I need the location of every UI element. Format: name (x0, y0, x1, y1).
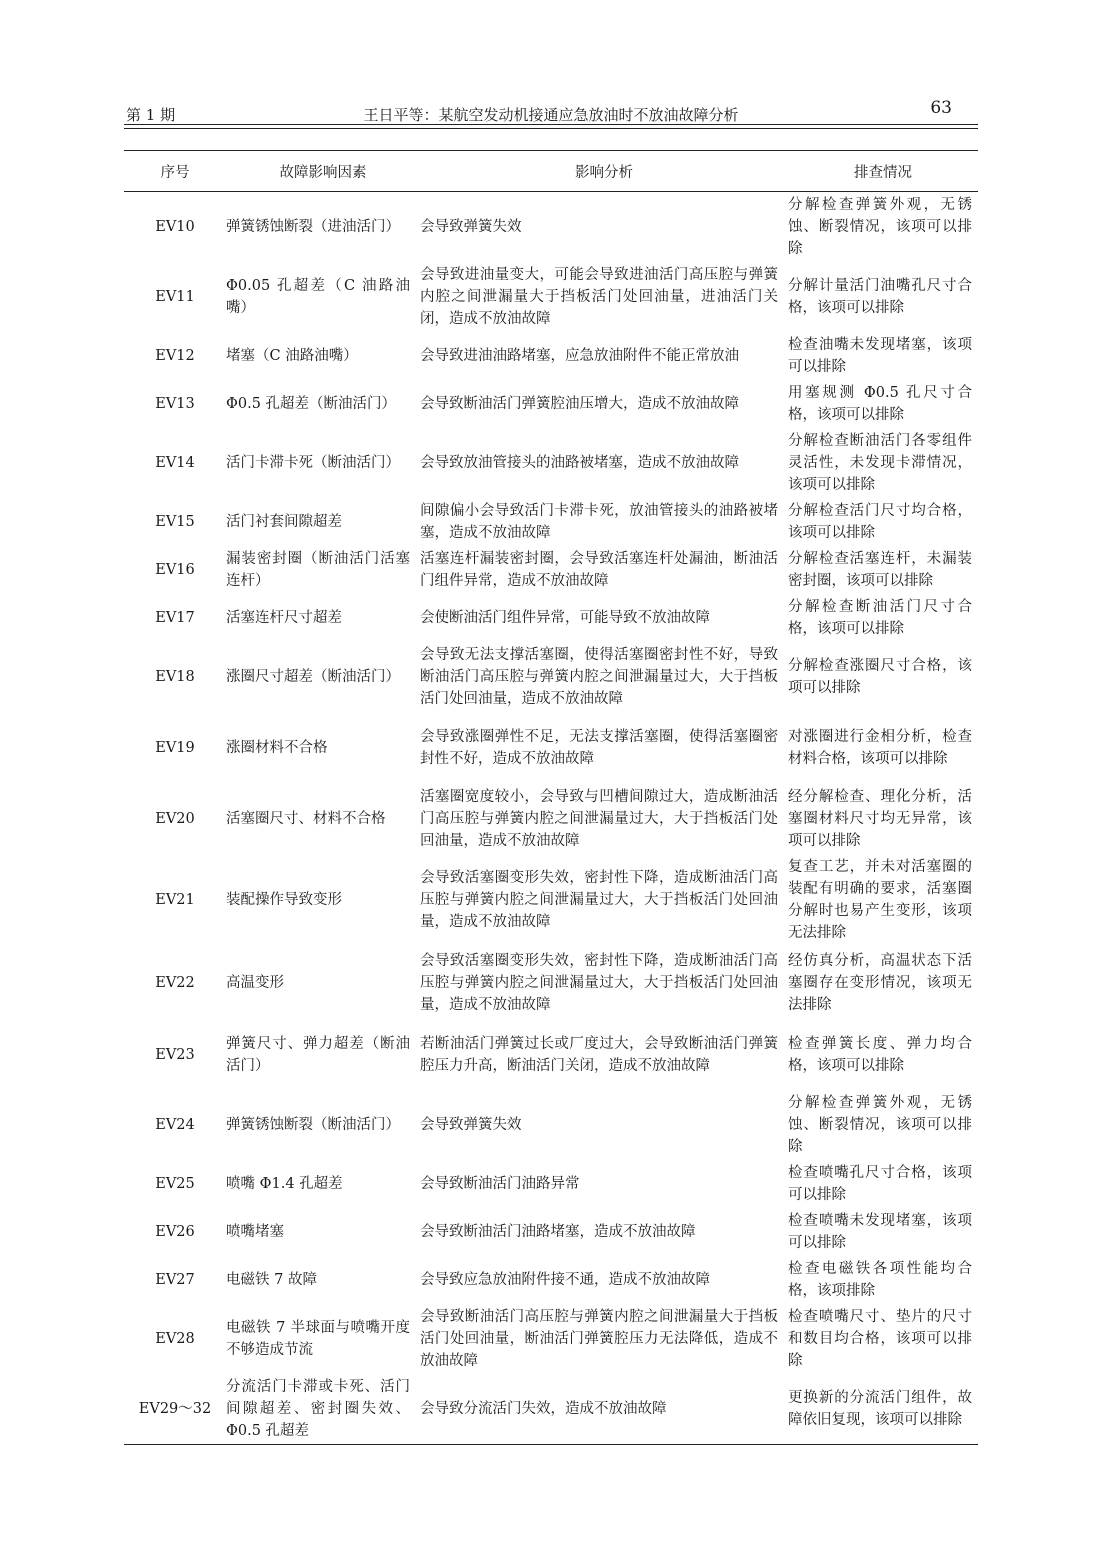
row-id: EV14 (155, 455, 195, 471)
table-row (124, 192, 978, 263)
impact-analysis: 会导致活塞圈变形失效，密封性下降，造成断油活门高压腔与弹簧内腔之间泄漏量过大，大于挡板活门处回油量，造成不放油故障 (420, 953, 778, 1013)
fault-factor: 电磁铁 7 故障 (226, 1272, 317, 1288)
inspection-result: 分解检查弹簧外观，无锈蚀、断裂情况，该项可以排除 (788, 197, 972, 257)
table-row (124, 1208, 978, 1256)
impact-analysis: 会导致无法支撑活塞圈，使得活塞圈密封性不好，导致断油活门高压腔与弹簧内腔之间泄漏量过大，大于挡板活门处回油量，造成不放油故障 (420, 647, 778, 707)
table-row (124, 1256, 978, 1304)
impact-analysis: 会导致活塞圈变形失效，密封性下降，造成断油活门高压腔与弹簧内腔之间泄漏量过大，大于挡板活门处回油量，造成不放油故障 (420, 870, 778, 930)
table-row (124, 712, 978, 784)
inspection-result: 检查油嘴未发现堵塞，该项可以排除 (788, 337, 972, 375)
fault-factor: 电磁铁 7 半球面与喷嘴开度不够造成节流 (226, 1320, 410, 1358)
impact-analysis: 会导致放油管接头的油路被堵塞，造成不放油故障 (420, 455, 739, 471)
inspection-result: 经分解检查、理化分析，活塞圈材料尺寸均无异常，该项可以排除 (788, 789, 972, 849)
inspection-result: 检查喷嘴孔尺寸合格，该项可以排除 (788, 1165, 972, 1203)
row-id: EV12 (155, 348, 195, 364)
impact-analysis: 间隙偏小会导致活门卡滞卡死，放油管接头的油路被堵塞，造成不放油故障 (420, 503, 778, 541)
inspection-result: 分解检查断油活门各零组件灵活性，未发现卡滞情况，该项可以排除 (788, 433, 972, 493)
table-header-row (124, 151, 978, 192)
row-id: EV24 (155, 1117, 195, 1133)
fault-factor: 喷嘴堵塞 (226, 1224, 284, 1240)
col-header-check: 排查情况 (854, 164, 912, 181)
inspection-result: 分解检查活门尺寸均合格，该项可以排除 (788, 503, 972, 541)
issue-label: 第 1 期 (126, 106, 176, 124)
table-row (124, 1090, 978, 1160)
table-row (124, 1304, 978, 1374)
table-row (124, 380, 978, 428)
fault-factor: 弹簧锈蚀断裂（进油活门） (226, 219, 400, 235)
table-row (124, 498, 978, 546)
row-id: EV20 (155, 811, 195, 827)
inspection-result: 分解检查断油活门尺寸合格，该项可以排除 (788, 599, 972, 637)
fault-factor: 弹簧锈蚀断裂（断油活门） (226, 1117, 400, 1133)
row-id: EV16 (155, 562, 195, 578)
table-row (124, 428, 978, 498)
table-row (124, 854, 978, 946)
page-number: 63 (930, 98, 952, 118)
row-id: EV17 (155, 610, 195, 626)
impact-analysis: 会导致断油活门油路异常 (420, 1176, 580, 1192)
fault-factor: Φ0.05 孔超差（C 油路油嘴） (226, 278, 410, 316)
row-id: EV25 (155, 1176, 195, 1192)
fault-factor: 漏装密封圈（断油活门活塞连杆） (226, 551, 410, 589)
row-id: EV29～32 (138, 1401, 212, 1417)
fault-factor: 涨圈尺寸超差（断油活门） (226, 669, 400, 685)
inspection-result: 复查工艺，并未对活塞圈的装配有明确的要求，活塞圈分解时也易产生变形，该项无法排除 (788, 859, 972, 941)
table-row (124, 332, 978, 380)
col-header-analysis: 影响分析 (575, 164, 633, 181)
row-id: EV11 (155, 289, 195, 305)
row-id: EV10 (155, 219, 195, 235)
inspection-result: 分解检查活塞连杆，未漏装密封圈，该项可以排除 (788, 551, 972, 589)
table-row (124, 946, 978, 1020)
running-header (124, 96, 978, 124)
fault-factor: 弹簧尺寸、弹力超差（断油活门） (226, 1036, 410, 1074)
row-id: EV23 (155, 1047, 195, 1063)
table-body (124, 192, 978, 1445)
row-id: EV28 (155, 1331, 195, 1347)
impact-analysis: 会导致断油活门弹簧腔油压增大，造成不放油故障 (420, 396, 739, 412)
impact-analysis: 会导致断油活门油路堵塞，造成不放油故障 (420, 1224, 696, 1240)
row-id: EV15 (155, 514, 195, 530)
inspection-result: 对涨圈进行金相分析，检查材料合格，该项可以排除 (788, 729, 972, 767)
impact-analysis: 会导致弹簧失效 (420, 219, 522, 235)
impact-analysis: 会导致应急放油附件接不通，造成不放油故障 (420, 1272, 710, 1288)
inspection-result: 分解检查弹簧外观，无锈蚀、断裂情况，该项可以排除 (788, 1095, 972, 1155)
inspection-result: 经仿真分析，高温状态下活塞圈存在变形情况，该项无法排除 (788, 953, 972, 1013)
table-row (124, 1020, 978, 1090)
inspection-result: 更换新的分流活门组件，故障依旧复现，该项可以排除 (788, 1390, 972, 1428)
table-row (124, 546, 978, 594)
inspection-result: 检查弹簧长度、弹力均合格，该项可以排除 (788, 1036, 972, 1074)
row-id: EV13 (155, 396, 195, 412)
impact-analysis: 会导致断油活门高压腔与弹簧内腔之间泄漏量大于挡板活门处回油量，断油活门弹簧腔压力无法降低，造成不放油故障 (420, 1309, 778, 1369)
row-id: EV21 (155, 892, 195, 908)
impact-analysis: 会导致涨圈弹性不足，无法支撑活塞圈，使得活塞圈密封性不好，造成不放油故障 (420, 729, 778, 767)
inspection-result: 分解检查涨圈尺寸合格，该项可以排除 (788, 658, 972, 696)
fault-factor: 装配操作导致变形 (226, 892, 342, 908)
fault-factor: 活门衬套间隙超差 (226, 514, 342, 530)
fault-factor: 堵塞（C 油路油嘴） (226, 348, 358, 364)
inspection-result: 检查电磁铁各项性能均合格，该项排除 (788, 1261, 972, 1299)
table-row (124, 642, 978, 712)
fault-factor: 喷嘴 Φ1.4 孔超差 (226, 1176, 343, 1192)
fault-factor: 活门卡滞卡死（断油活门） (226, 455, 400, 471)
fault-factor: Φ0.5 孔超差（断油活门） (226, 396, 397, 412)
impact-analysis: 活塞圈宽度较小，会导致与凹槽间隙过大，造成断油活门高压腔与弹簧内腔之间泄漏量过大，大于挡板活门处回油量，造成不放油故障 (420, 789, 778, 849)
running-title: 王日平等：某航空发动机接通应急放油时不放油故障分析 (363, 106, 739, 124)
impact-analysis: 会导致进油油路堵塞，应急放油附件不能正常放油 (420, 348, 739, 364)
row-id: EV27 (155, 1272, 195, 1288)
inspection-result: 检查喷嘴未发现堵塞，该项可以排除 (788, 1213, 972, 1251)
inspection-result: 用塞规测 Φ0.5 孔尺寸合格，该项可以排除 (788, 385, 972, 423)
impact-analysis: 若断油活门弹簧过长或厂度过大，会导致断油活门弹簧腔压力升高，断油活门关闭，造成不放油故障 (420, 1036, 778, 1074)
impact-analysis: 活塞连杆漏装密封圈，会导致活塞连杆处漏油，断油活门组件异常，造成不放油故障 (420, 551, 778, 589)
impact-analysis: 会导致弹簧失效 (420, 1117, 522, 1133)
table-row (124, 262, 978, 332)
table-row (124, 1374, 978, 1445)
col-header-id: 序号 (160, 164, 190, 181)
row-id: EV18 (155, 669, 195, 685)
fault-factor: 高温变形 (226, 975, 284, 991)
row-id: EV19 (155, 740, 195, 756)
fault-factor: 分流活门卡滞或卡死、活门间隙超差、密封圈失效、Φ0.5 孔超差 (226, 1379, 410, 1439)
impact-analysis: 会导致分流活门失效，造成不放油故障 (420, 1401, 667, 1417)
fault-factor: 活塞连杆尺寸超差 (226, 610, 342, 626)
inspection-result: 分解计量活门油嘴孔尺寸合格，该项可以排除 (788, 278, 972, 316)
fault-factor: 涨圈材料不合格 (226, 740, 328, 756)
fault-analysis-table (124, 150, 978, 1445)
table-row (124, 1160, 978, 1208)
header-rule-thick (124, 124, 978, 125)
inspection-result: 检查喷嘴尺寸、垫片的尺寸和数目均合格，该项可以排除 (788, 1309, 972, 1369)
fault-factor: 活塞圈尺寸、材料不合格 (226, 811, 386, 827)
impact-analysis: 会导致进油量变大，可能会导致进油活门高压腔与弹簧内腔之间泄漏量大于挡板活门处回油量，进油活门关闭，造成不放油故障 (420, 267, 778, 327)
row-id: EV26 (155, 1224, 195, 1240)
table-row (124, 784, 978, 854)
row-id: EV22 (155, 975, 195, 991)
col-header-factor: 故障影响因素 (279, 164, 367, 181)
table-row (124, 594, 978, 642)
header-rule-thin (124, 128, 978, 129)
impact-analysis: 会使断油活门组件异常，可能导致不放油故障 (420, 610, 710, 626)
